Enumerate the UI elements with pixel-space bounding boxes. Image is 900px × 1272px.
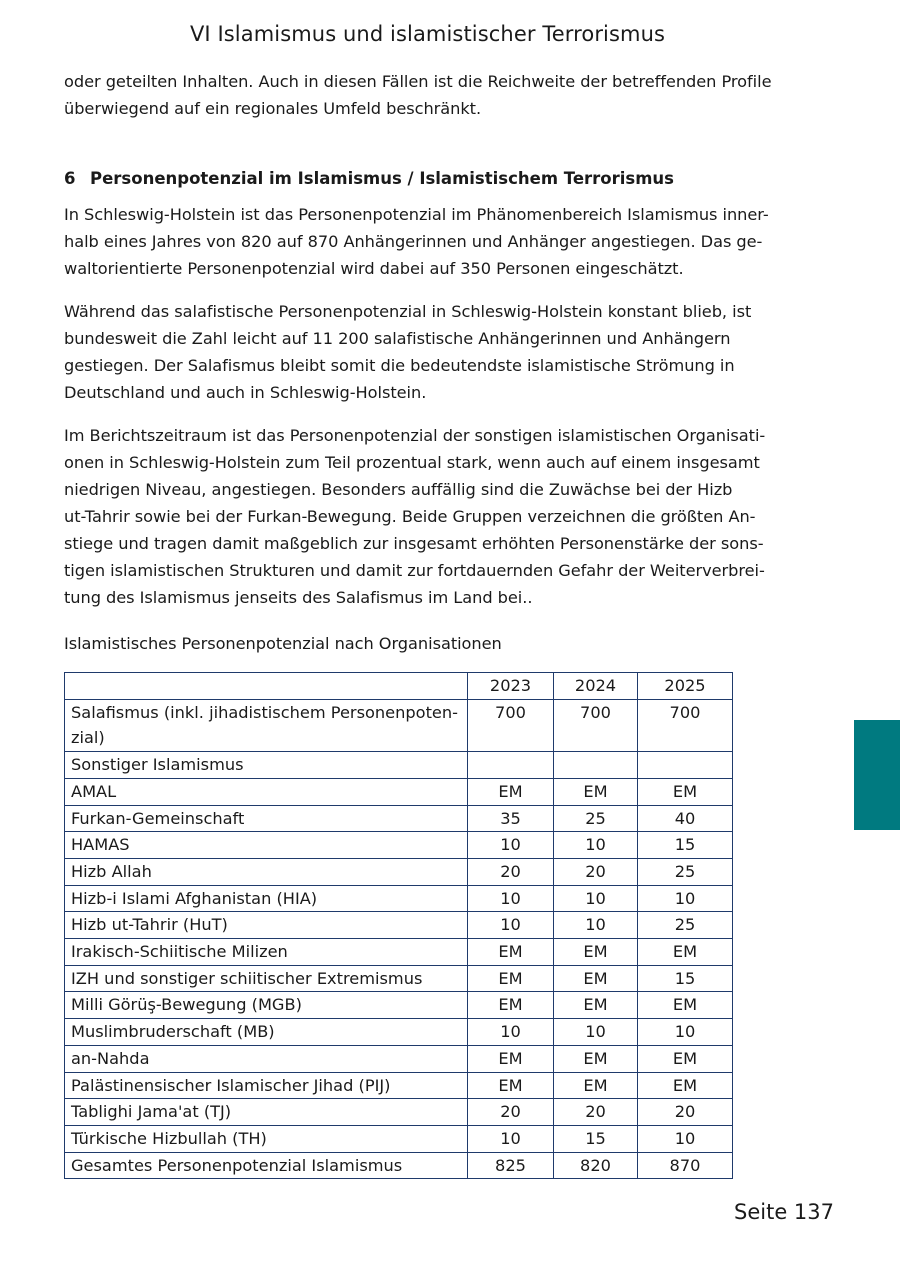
row-value: [468, 752, 554, 779]
column-header: 2025: [638, 673, 733, 700]
row-value: EM: [468, 1045, 554, 1072]
row-label-line: Palästinensischer Islamischer Jihad (PIJ): [71, 1075, 391, 1095]
text-line: In Schleswig-Holstein ist das Personenpotenzial im Phänomenbereich Islamismus inner-: [64, 205, 769, 224]
row-label: [65, 885, 468, 912]
text-line: tigen islamistischen Strukturen und damit zur fortdauernden Gefahr der Weiterverbrei-: [64, 561, 765, 580]
row-value: EM: [638, 778, 733, 805]
table-row: [65, 805, 733, 832]
row-value: EM: [554, 1072, 638, 1099]
row-value: 10: [468, 832, 554, 859]
row-label-line: Hizb Allah: [71, 861, 152, 881]
row-value: 10: [554, 912, 638, 939]
text-line: Deutschland und auch in Schleswig-Holstein.: [64, 383, 427, 402]
column-header: 2024: [554, 673, 638, 700]
table-caption: Islamistisches Personenpotenzial nach Organisationen: [64, 634, 502, 653]
row-value: 10: [468, 912, 554, 939]
column-header: 2023: [468, 673, 554, 700]
text-line: tung des Islamismus jenseits des Salafismus im Land bei..: [64, 588, 533, 607]
row-value: EM: [554, 939, 638, 966]
table-row: [65, 1019, 733, 1046]
chapter-tab-marker: [854, 720, 900, 830]
row-value: 35: [468, 805, 554, 832]
row-label-line: Gesamtes Personenpotenzial Islamismus: [71, 1155, 403, 1175]
row-value: 15: [638, 965, 733, 992]
page-content: [64, 68, 804, 1179]
row-label-line: an-Nahda: [71, 1048, 150, 1068]
row-label: [65, 992, 468, 1019]
row-label-line: Milli Görüş-Bewegung (MGB): [71, 995, 302, 1015]
row-label-line: IZH und sonstiger schiitischer Extremismus: [71, 968, 423, 988]
table-header-row: [65, 673, 733, 700]
organisations-table: [64, 672, 733, 1179]
row-label-line: Tablighi Jama'at (TJ): [71, 1102, 232, 1122]
row-value: 870: [638, 1152, 733, 1179]
row-value: EM: [554, 965, 638, 992]
row-value: 25: [638, 858, 733, 885]
row-value: 20: [554, 858, 638, 885]
intro-paragraph: [64, 68, 804, 122]
table-row: [65, 699, 733, 751]
table-row: [65, 752, 733, 779]
section-heading: [64, 165, 804, 192]
row-value: 10: [468, 1019, 554, 1046]
text-line: überwiegend auf ein regionales Umfeld beschränkt.: [64, 99, 482, 118]
row-value: 700: [638, 699, 733, 751]
table-row: [65, 1152, 733, 1179]
text-line: waltorientierte Personenpotenzial wird dabei auf 350 Personen eingeschätzt.: [64, 259, 684, 278]
text-line: bundesweit die Zahl leicht auf 11 200 salafistische Anhängerinnen und Anhängern: [64, 329, 731, 348]
row-value: 700: [468, 699, 554, 751]
row-label: [65, 699, 468, 751]
row-value: EM: [468, 965, 554, 992]
row-value: EM: [554, 1045, 638, 1072]
table-row: [65, 778, 733, 805]
page-header-title: VI Islamismus und islamistischer Terrorismus: [189, 22, 666, 46]
row-label-line: Muslimbruderschaft (MB): [71, 1022, 275, 1042]
row-value: 20: [468, 858, 554, 885]
row-label-line: zial): [71, 728, 105, 748]
row-value: EM: [554, 992, 638, 1019]
row-value: EM: [468, 939, 554, 966]
row-label: [65, 912, 468, 939]
row-value: 10: [468, 885, 554, 912]
row-value: EM: [554, 778, 638, 805]
row-label-line: AMAL: [71, 781, 117, 801]
text-line: Im Berichtszeitraum ist das Personenpotenzial der sonstigen islamistischen Organisati-: [64, 426, 766, 445]
row-label: [65, 752, 468, 779]
row-value: 15: [638, 832, 733, 859]
row-value: EM: [638, 992, 733, 1019]
paragraph-other-organisations: [64, 422, 804, 611]
row-value: 15: [554, 1125, 638, 1152]
text-line: halb eines Jahres von 820 auf 870 Anhängerinnen und Anhänger angestiegen. Das ge-: [64, 232, 763, 251]
row-value: 10: [554, 885, 638, 912]
row-value: 10: [638, 1019, 733, 1046]
row-value: 10: [468, 1125, 554, 1152]
row-value: 20: [554, 1099, 638, 1126]
text-line: Während das salafistische Personenpotenzial in Schleswig-Holstein konstant blieb, ist: [64, 302, 752, 321]
row-label-line: Hizb-i Islami Afghanistan (HIA): [71, 888, 318, 908]
table-row: [65, 858, 733, 885]
row-label: [65, 778, 468, 805]
row-value: 700: [554, 699, 638, 751]
row-value: [638, 752, 733, 779]
row-label-line: Türkische Hizbullah (TH): [71, 1128, 267, 1148]
row-value: 40: [638, 805, 733, 832]
text-line: ut-Tahrir sowie bei der Furkan-Bewegung. Beide Gruppen verzeichnen die größten An-: [64, 507, 756, 526]
row-label-line: Salafismus (inkl. jihadistischem Personenpoten-: [71, 702, 458, 722]
table-row: [65, 992, 733, 1019]
text-line: niedrigen Niveau, angestiegen. Besonders auffällig sind die Zuwächse bei der Hizb: [64, 480, 733, 499]
row-value: EM: [638, 1072, 733, 1099]
table-row: [65, 912, 733, 939]
row-value: 820: [554, 1152, 638, 1179]
table-row: [65, 1072, 733, 1099]
row-value: 25: [554, 805, 638, 832]
row-label: [65, 1152, 468, 1179]
paragraph-potential: [64, 201, 804, 282]
table-row: [65, 885, 733, 912]
row-label: [65, 1072, 468, 1099]
row-value: EM: [468, 778, 554, 805]
row-label: [65, 1019, 468, 1046]
row-label: [65, 832, 468, 859]
row-label: [65, 805, 468, 832]
row-value: 10: [638, 885, 733, 912]
row-value: 20: [468, 1099, 554, 1126]
row-value: 825: [468, 1152, 554, 1179]
row-label-line: Sonstiger Islamismus: [71, 755, 244, 775]
page-number: Seite 137: [734, 1200, 834, 1224]
row-value: EM: [468, 1072, 554, 1099]
text-line: stiege und tragen damit maßgeblich zur insgesamt erhöhten Personenstärke der sons-: [64, 534, 764, 553]
text-line: oder geteilten Inhalten. Auch in diesen Fällen ist die Reichweite der betreffenden Profile: [64, 72, 772, 91]
table-row: [65, 1045, 733, 1072]
row-value: 20: [638, 1099, 733, 1126]
row-label: [65, 965, 468, 992]
row-value: EM: [638, 1045, 733, 1072]
row-label: [65, 1045, 468, 1072]
row-label-line: Irakisch-Schiitische Milizen: [71, 942, 288, 962]
paragraph-salafism: [64, 298, 804, 406]
table-body: [65, 699, 733, 1179]
row-value: 25: [638, 912, 733, 939]
table-row: [65, 939, 733, 966]
row-label: [65, 1125, 468, 1152]
table-row: [65, 1125, 733, 1152]
row-value: EM: [638, 939, 733, 966]
row-value: 10: [638, 1125, 733, 1152]
row-label-line: Hizb ut-Tahrir (HuT): [71, 915, 228, 935]
table-row: [65, 832, 733, 859]
section-number: 6: [64, 169, 76, 188]
row-label-line: Furkan-Gemeinschaft: [71, 808, 245, 828]
section-title: Personenpotenzial im Islamismus / Islamistischem Terrorismus: [90, 169, 674, 188]
text-line: onen in Schleswig-Holstein zum Teil prozentual stark, wenn auch auf einem insgesamt: [64, 453, 760, 472]
row-value: EM: [468, 992, 554, 1019]
row-label-line: HAMAS: [71, 835, 130, 855]
row-label: [65, 939, 468, 966]
table-row: [65, 965, 733, 992]
row-value: 10: [554, 1019, 638, 1046]
row-label: [65, 858, 468, 885]
table-row: [65, 1099, 733, 1126]
row-label: [65, 1099, 468, 1126]
table-header-corner: [65, 673, 468, 700]
row-value: 10: [554, 832, 638, 859]
row-value: [554, 752, 638, 779]
text-line: gestiegen. Der Salafismus bleibt somit die bedeutendste islamistische Strömung in: [64, 356, 735, 375]
